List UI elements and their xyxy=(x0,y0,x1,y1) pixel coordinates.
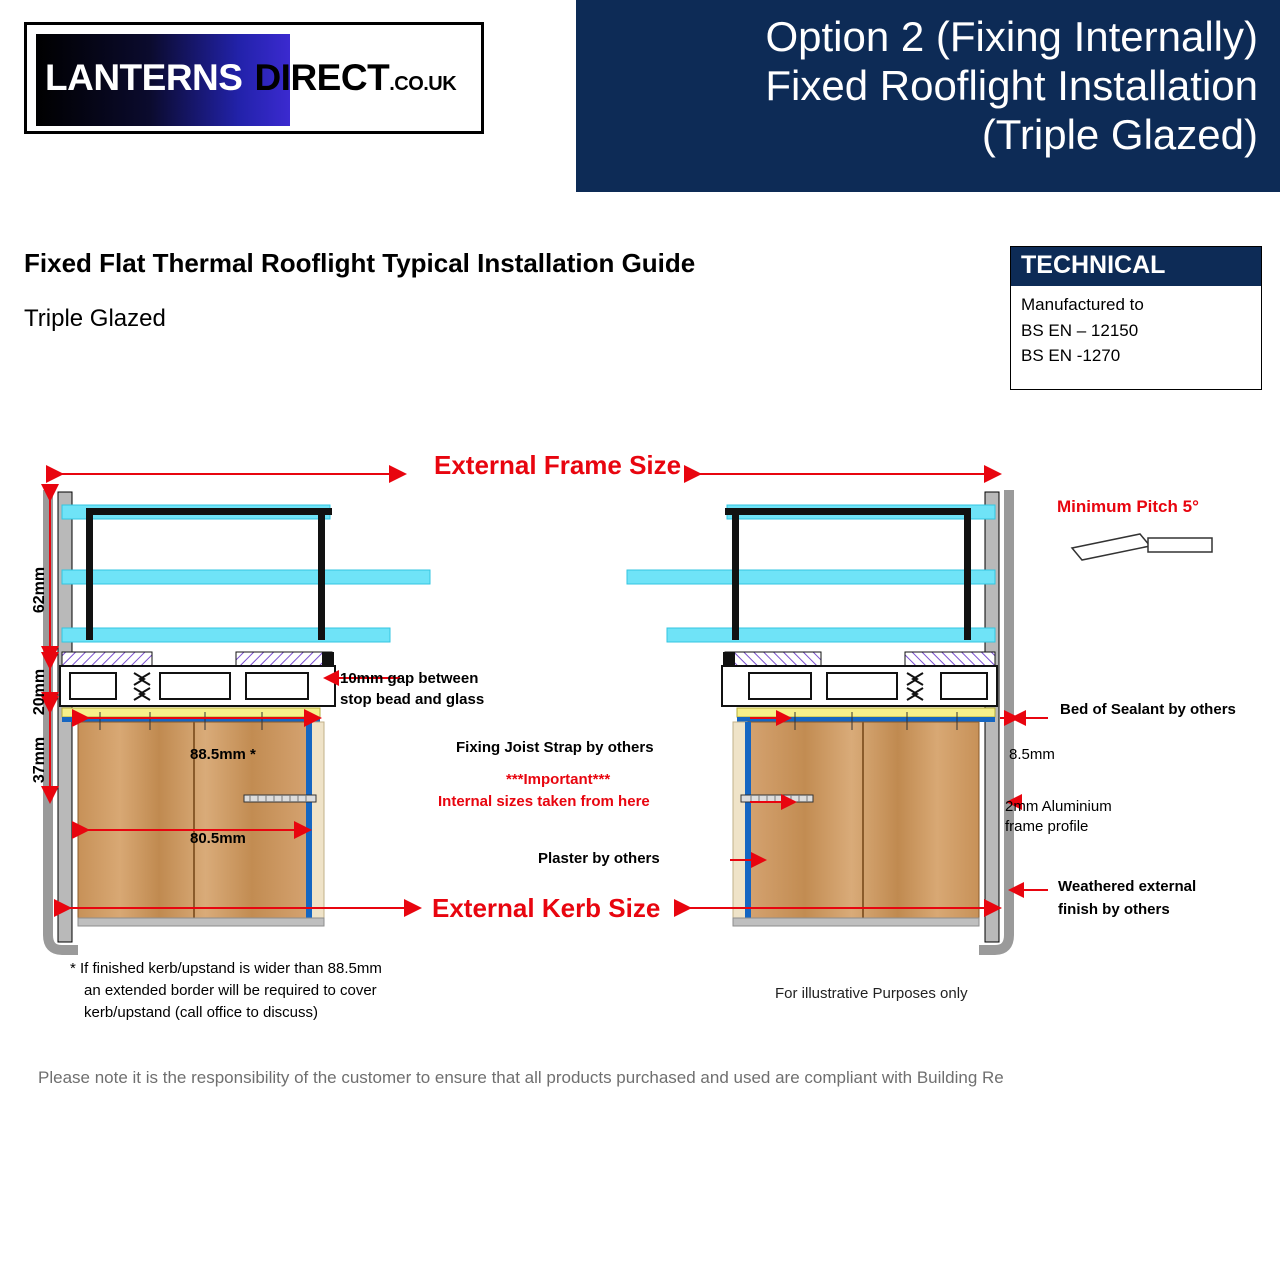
technical-line-2: BS EN – 12150 xyxy=(1021,320,1139,340)
fixing-joist-strap-label: Fixing Joist Strap by others xyxy=(456,739,654,756)
page-title: Fixed Flat Thermal Rooflight Typical Installation Guide xyxy=(24,248,696,278)
dim-8-5-label: 8.5mm xyxy=(1009,746,1055,763)
dim-20-text: 20mm xyxy=(31,668,48,716)
brand-logo xyxy=(24,22,484,134)
logo-word-lanterns: LANTERNS xyxy=(45,57,243,98)
banner-line-1: Option 2 (Fixing Internally) xyxy=(765,13,1258,60)
star-note-line-2: an extended border will be required to cover xyxy=(84,981,377,999)
technical-box xyxy=(1010,246,1262,390)
bed-of-sealant-label: Bed of Sealant by others xyxy=(1060,701,1236,718)
banner-line-2: Fixed Rooflight Installation xyxy=(765,62,1258,110)
pitch-icon xyxy=(1072,534,1212,560)
page-subtitle: Triple Glazed xyxy=(24,305,166,332)
external-kerb-size-label: External Kerb Size xyxy=(432,893,661,923)
technical-line-3: BS EN -1270 xyxy=(1021,346,1121,365)
aluminium-line-2: frame profile xyxy=(1005,818,1089,835)
logo-word-direct: DIRECT xyxy=(254,57,390,98)
gap-note-line-2: stop bead and glass xyxy=(340,691,485,708)
footer-disclaimer: Please note it is the responsibility of the customer to ensure that all products purchased and used are compliant with Building Re xyxy=(38,1068,1004,1087)
technical-line-1: Manufactured to xyxy=(1021,295,1144,314)
left-section-drawing xyxy=(48,490,430,950)
logo-text xyxy=(27,57,481,99)
dim-80-5-label: 80.5mm xyxy=(190,830,246,847)
right-section-drawing xyxy=(627,490,1009,950)
minimum-pitch-label: Minimum Pitch 5° xyxy=(1057,497,1199,516)
dim-62-text: 62mm xyxy=(31,566,48,614)
weathered-line-2: finish by others xyxy=(1058,901,1170,918)
dim-37-text: 37mm xyxy=(31,736,48,784)
illustrative-note: For illustrative Purposes only xyxy=(775,985,968,1002)
logo-word-couk: .CO.UK xyxy=(389,73,457,95)
title-banner xyxy=(576,0,1280,192)
technical-heading: TECHNICAL xyxy=(1011,247,1261,286)
important-line-1: ***Important*** xyxy=(506,771,611,788)
aluminium-line-1: 2mm Aluminium xyxy=(1005,798,1112,815)
star-note-line-3: kerb/upstand (call office to discuss) xyxy=(84,1003,319,1021)
banner-line-3: (Triple Glazed) xyxy=(981,111,1258,159)
installation-diagram xyxy=(0,430,1280,1030)
gap-note-line-1: 10mm gap between xyxy=(340,670,479,687)
dim-88-5-label: 88.5mm * xyxy=(190,746,256,763)
plaster-label: Plaster by others xyxy=(538,850,660,867)
kerb-star-note xyxy=(70,958,382,1023)
star-note-line-1: * If finished kerb/upstand is wider than 88.5mm xyxy=(70,960,382,977)
important-line-2: Internal sizes taken from here xyxy=(438,793,650,810)
weathered-line-1: Weathered external xyxy=(1058,878,1197,895)
external-frame-size-label: External Frame Size xyxy=(434,450,682,480)
technical-body xyxy=(1011,286,1261,375)
